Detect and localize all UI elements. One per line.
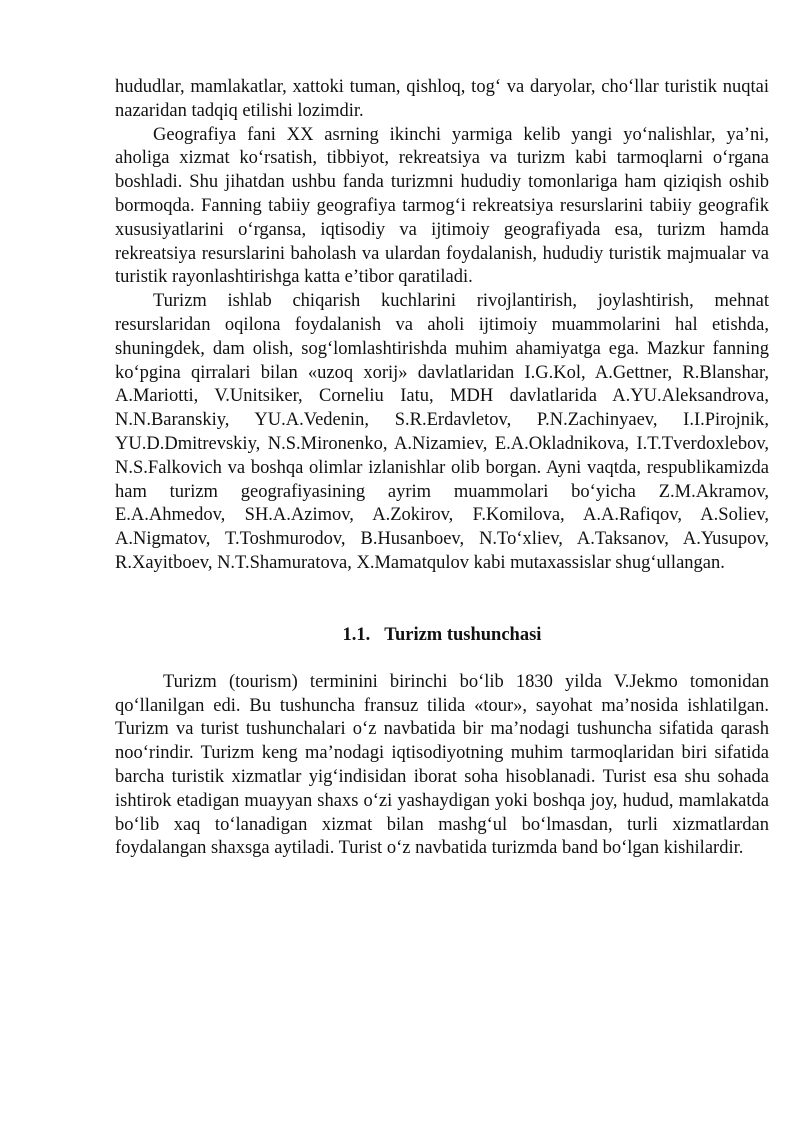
document-page <box>115 76 769 861</box>
section-heading <box>115 576 769 671</box>
paragraph-tourism-researchers: Turizm ishlab chiqarish kuchlarini rivojlantirish, joylashtirish, mehnat resurslaridan oqilona foydalanish va aholi ijtimoiy muammolarini hal etishda, shuningdek, dam olish, sog‘lomlashtirishda muhim ahamiyatga ega. Mazkur fanning ko‘pgina qirralari bilan «uzoq xorij» davlatlaridan I.G.Kol, A.Gettner, R.Blanshar, A.Mariotti, V.Unitsiker, Corneliu Iatu, MDH davlatlarida A.YU.Aleksandrova, N.N.Baranskiy, YU.A.Vedenin, S.R.Erdavletov, P.N.Zachinyaev, I.I.Pirojnik, YU.D.Dmitrevskiy, N.S.Mironenko, A.Nizamiev, E.A.Okladnikova, I.T.Tverdoxlebov, N.S.Falkovich va boshqa olimlar izlanishlar olib borgan. Ayni vaqtda, respublikamizda ham turizm geografiyasining ayrim muammolari bo‘yicha Z.M.Akramov, E.A.Ahmedov, SH.A.Azimov, A.Zokirov, F.Komilova, A.A.Rafiqov, A.Soliev, A.Nigmatov, T.Toshmurodov, B.Husanboev, N.To‘xliev, A.Taksanov, A.Yusupov, R.Xayitboev, N.T.Shamuratova, X.Mamatqulov kabi mutaxassislar shug‘ullangan. <box>115 291 769 573</box>
section-title: Turizm tushunchasi <box>384 624 542 645</box>
section-number: 1.1. <box>342 624 371 645</box>
paragraph-tourism-definition: Turizm (tourism) terminini birinchi bo‘lib 1830 yilda V.Jekmo tomonidan qo‘llanilgan edi. Bu tushuncha fransuz tilida «tour», sayohat ma’nosida ishlatilgan. Turizm va turist tushunchalari o‘z navbatida bir ma’nodagi tushuncha sifatida qarash noo‘rindir. Turizm keng ma’nodagi iqtisodiyotning muhim tarmoqlaridan biri sifatida barcha turistik xizmatlar yig‘indisidan iborat soha hisoblanadi. Turist esa shu sohada ishtirok etadigan muayyan shaxs o‘zi yashaydigan yoki boshqa joy, hudud, mamlakatda bo‘lib xaq to‘lanadigan xizmat bilan mashg‘ul bo‘lmasdan, turli xizmatlardan foydalangan shaxsga aytiladi. Turist o‘z navbatida turizmda band bo‘lgan kishilardir. <box>115 671 769 859</box>
paragraph-geography-field: Geografiya fani XX asrning ikinchi yarmiga kelib yangi yo‘nalishlar, ya’ni, aholiga xizmat ko‘rsatish, tibbiyot, rekreatsiya va turizm kabi tarmoqlarni o‘rgana boshladi. Shu jihatdan ushbu fanda turizmni hududiy tomonlariga ham qiziqish oshib bormoqda. Fanning tabiiy geografiya tarmog‘i rekreatsiya resurslarini tabiiy geografik xususiyatlarini o‘rgansa, iqtisodiy va ijtimoiy geografiyada esa, turizm hamda rekreatsiya resurslarini baholash va ulardan foydalanish, hududiy turistik majmualar va turistik rayonlashtirishga katta e’tibor qaratiladi. <box>115 124 769 288</box>
paragraph-continuation: hududlar, mamlakatlar, xattoki tuman, qishloq, tog‘ va daryolar, cho‘llar turistik nuqtai nazaridan tadqiq etilishi lozimdir. <box>115 77 769 121</box>
